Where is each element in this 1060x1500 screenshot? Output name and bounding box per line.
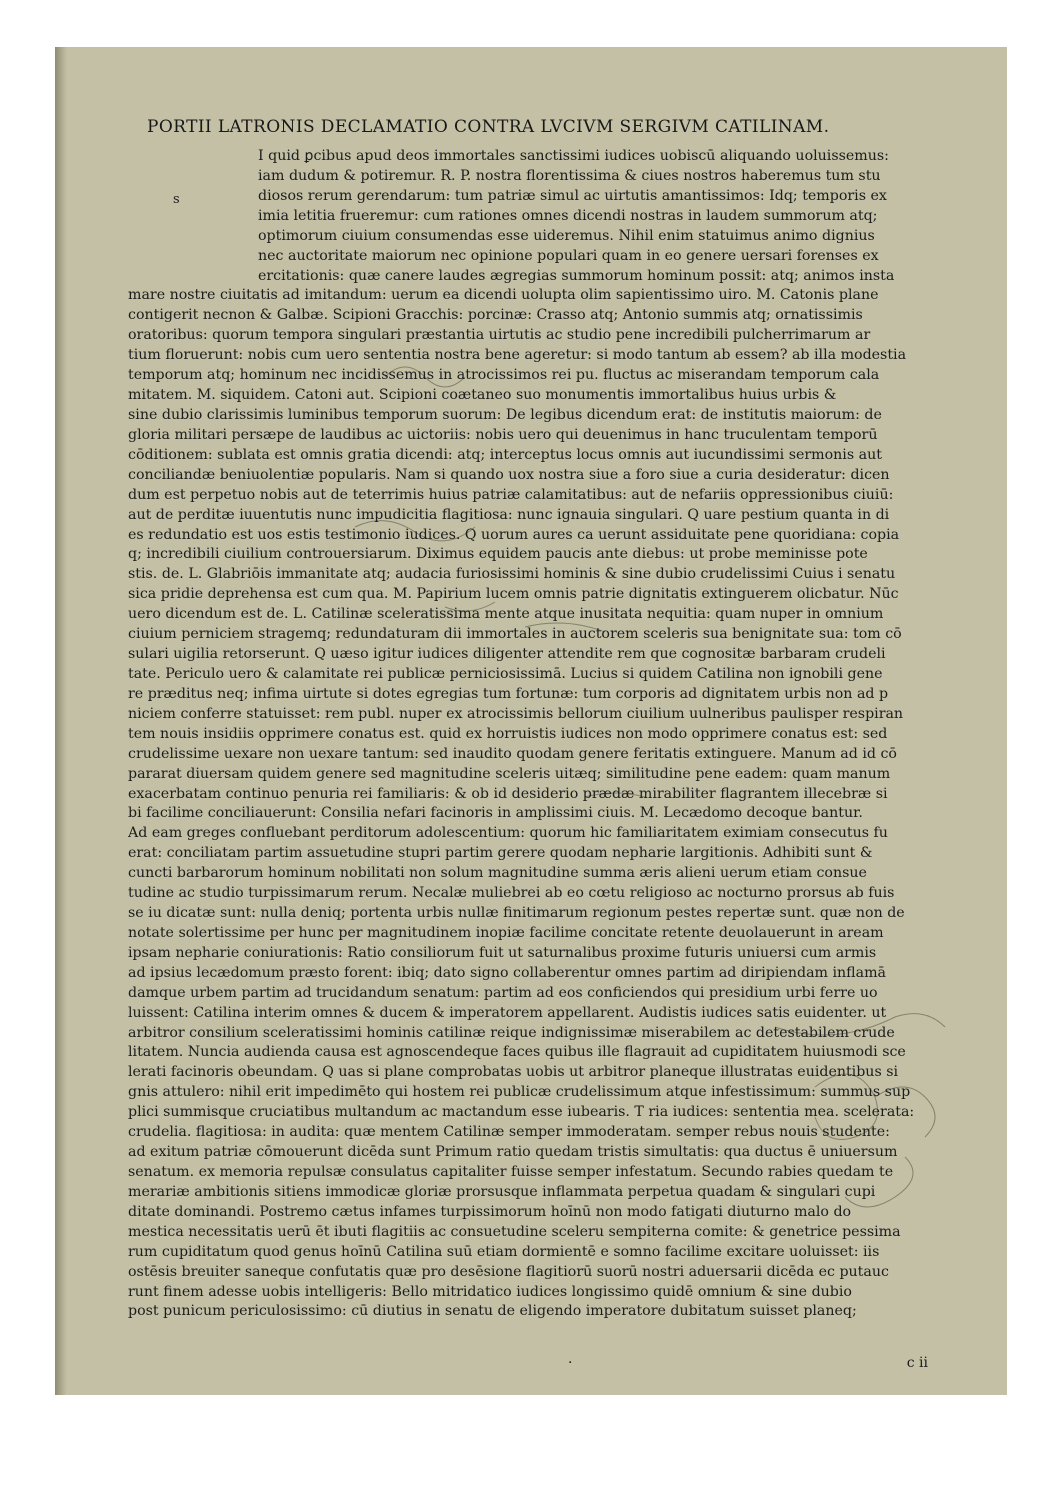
text-line: iam dudum & potiremur. R. P. nostra florentissima & ciues nostros haberemus tum stu bbox=[258, 167, 881, 184]
text-line: mestica necessitatis uerū ēt ibuti flagitiis ac consuetudine sceleru sempiterna comite: & genetrice pessima bbox=[128, 1223, 901, 1240]
text-line: Ad eam greges confluebant perditorum adolescentium: quorum hic familiaritatem eximiam consecutus fu bbox=[128, 825, 888, 842]
text-line: crudelissime uexare non uexare tantum: sed inaudito quodam genere feritatis extinguere. Manum ad id cō bbox=[128, 745, 897, 762]
page-title: PORTII LATRONIS DECLAMATIO CONTRA LVCIVM SERGIVM CATILINAM. bbox=[147, 117, 830, 137]
body-text bbox=[128, 147, 973, 1322]
text-line: ciuium perniciem stragemq; redundaturam dii immortales in auctorem sceleris sua benignitate sua: tom cō bbox=[128, 626, 902, 643]
text-line: luissent: Catilina interim omnes & ducem & imperatorem appellarent. Audistis iudices satis euidenter. ut bbox=[128, 1004, 887, 1021]
text-line: uero dicendum est de. L. Catilinæ sceleratissima mente atque inusitata nequitia: quam nuper in omnium bbox=[128, 606, 884, 623]
text-line: crudelia. flagitiosa: in audita: quæ mentem Catilinæ semper immoderatam. semper rebus nouis studente: bbox=[128, 1124, 890, 1141]
text-line: sulari uigilia retorserunt. Q uæso igitur iudices diligenter attendite rem que cognositæ barbaram crudeli bbox=[128, 646, 886, 663]
text-line: es redundatio est uos estis testimonio iudices. Q uorum aures ca uerunt assiduitate pene quoridiana: copia bbox=[128, 526, 900, 543]
text-line: mare nostre ciuitatis ad imitandum: uerum ea dicendi uolupta olim sapientissimo uiro. M. Catonis plane bbox=[128, 287, 879, 304]
text-line: dum est perpetuo nobis aut de teterrimis huius patriæ calamitatibus: aut de nefariis oppressionibus ciuiū: bbox=[128, 486, 894, 503]
text-line: merariæ ambitionis sitiens immodicæ gloriæ prorsusque inflammata perpetua quadam & singulari cupi bbox=[128, 1183, 876, 1200]
text-line: I quid ꝑcibus apud deos immortales sanctissimi iudices uobiscū aliquando uoluissemus: bbox=[258, 148, 889, 164]
text-line: sine dubio clarissimis luminibus temporum suorum: De legibus dicendum erat: de institutis maiorum: de bbox=[128, 406, 882, 423]
text-line: runt finem adesse uobis intelligeris: Bello mitridatico iudices longissimo quidē omnium & sine dubio bbox=[128, 1283, 852, 1300]
text-line: conciliandæ beniuolentiæ popularis. Nam si quando uox nostra siue a foro siue a curia desideratur: dicen bbox=[128, 466, 890, 483]
text-line: tate. Periculo uero & calamitate rei publicæ perniciosissimā. Lucius si quidem Catilina non ignobili gene bbox=[128, 665, 883, 682]
text-line: sica pridie deprehensa est cum qua. M. Papirium lucem omnis patrie dignitatis extinguerem olicbatur. Nūc bbox=[128, 586, 899, 603]
text-line: senatum. ex memoria repulsæ consulatus capitaliter fuisse semper infestatum. Secundo rabies quedam te bbox=[128, 1164, 894, 1181]
text-line: re præditus neq; infima uirtute si dotes egregias tum fortunæ: tum corporis ad dignitatem urbis non ad p bbox=[128, 685, 889, 702]
text-line: imia letitia frueremur: cum rationes omnes dicendi nostras in laudem summorum atq; bbox=[258, 207, 878, 224]
text-line: optimorum ciuium consumendas esse uideremus. Nihil enim statuimus animo dignius bbox=[258, 227, 875, 244]
text-line: rum cupiditatum quod genus hoīnū Catilina suū etiam dormientē e somno facilime excitare uoluisset: iis bbox=[128, 1243, 880, 1260]
text-line: ad exitum patriæ cōmouerunt dicēda sunt Primum ratio quedam tristis simultatis: qua ductus ē uniuersum bbox=[128, 1144, 898, 1161]
text-line: litatem. Nuncia audienda causa est agnoscendeque faces quibus ille flagrauit ad cupiditatem huiusmodi sce bbox=[128, 1044, 906, 1061]
margin-mark: s bbox=[173, 192, 180, 207]
text-line: tem nouis insidiis opprimere conatus est. quid ex horruistis iudices non modo opprimere conatus est: sed bbox=[128, 725, 888, 742]
text-line: pararat diuersam quidem genere sed magnitudine sceleris uitæq; similitudine pene eadem: quam manum bbox=[128, 765, 891, 782]
text-line: nec auctoritate maiorum nec opinione populari quam in eo genere uersari forenses ex bbox=[258, 247, 879, 264]
text-line: oratoribus: quorum tempora singulari præstantia uirtutis ac studio pene incredibili pulcherrimarum ar bbox=[128, 327, 871, 344]
binding-gutter bbox=[55, 47, 67, 1395]
text-line: niciem conferre statuisset: rem publ. nuper ex atrocissimis bellorum ciuilium uulneribus paulisper respiran bbox=[128, 705, 904, 722]
text-line: se iu dicatæ sunt: nulla deniq; portenta urbis nullæ finitimarum regionum pestes repertæ sunt. quæ non de bbox=[128, 905, 905, 922]
text-line: erat: conciliatam partim assuetudine stupri partim gerere quodam nepharie largitionis. Adhibiti sunt & bbox=[128, 845, 873, 862]
text-line: ditate dominandi. Postremo cætus infames turpissimorum hoīnū non modo fatigati diuturno malo do bbox=[128, 1203, 852, 1220]
text-line: ercitationis: quæ canere laudes ægregias summorum hominum possit: atq; animos insta bbox=[258, 267, 895, 284]
text-line: diosos rerum gerendarum: tum patriæ simul ac uirtutis amantissimos: Idq; temporis ex bbox=[258, 187, 887, 204]
signature-mark: c ii bbox=[906, 1355, 928, 1371]
text-line: aut de perditæ iuuentutis nunc impudicitia flagitiosa: nunc ignauia singulari. Q uare pestium quanta in di bbox=[128, 506, 890, 523]
footer-mark: · bbox=[568, 1355, 573, 1371]
text-line: arbitror consilium sceleratissimi hominis catilinæ reique indignissimæ miserabilem ac detestabilem crude bbox=[128, 1024, 895, 1041]
text-line: temporum atq; hominum nec incidissemus in atrocissimos rei pu. fluctus ac miserandam temporum cala bbox=[128, 367, 880, 384]
text-line: post punicum periculosissimo: cū diutius in senatu de eligendo imperatore dubitatum suisset planeq; bbox=[128, 1303, 857, 1320]
text-line: bi facilime conciliauerunt: Consilia nefari facinoris in amplissimi ciuis. M. Lecædomo decoque bantur. bbox=[128, 805, 863, 822]
text-line: plici summisque cruciatibus multandum ac mactandum esse iubearis. T ria iudices: sententia mea. scelerata: bbox=[128, 1104, 915, 1121]
text-line: mitatem. M. siquidem. Catoni aut. Scipioni coætaneo suo monumentis immortalibus huius urbis & bbox=[128, 387, 837, 404]
text-line: tudine ac studio turpissimarum rerum. Necalæ muliebrei ab eo cœtu religioso ac nocturno prorsus ab fuis bbox=[128, 885, 895, 902]
text-line: ostēsis breuiter saneque confutatis quæ pro desēsione flagitiorū suorū nostri aduersarii dicēda ec putauc bbox=[128, 1263, 889, 1280]
text-line: contigerit necnon & Galbæ. Scipioni Gracchis: porcinæ: Crasso atq; Antonio summis atq; ornatissimis bbox=[128, 307, 863, 324]
text-line: damque urbem partim ad trucidandum senatum: partim ad eos conficiendos qui presidium urbi ferre uo bbox=[128, 984, 878, 1001]
text-line: q; incredibili ciuilium controuersiarum. Diximus equidem paucis ante diebus: ut probe meminisse pote bbox=[128, 546, 868, 563]
text-line: gloria militari persæpe de laudibus ac uictoriis: nobis uero qui deuenimus in hanc truculentam temporū bbox=[128, 426, 878, 443]
text-line: cōditionem: sublata est omnis gratia dicendi: atq; interceptus locus omnis aut iucundissimi sermonis aut bbox=[128, 446, 882, 463]
text-line: ad ipsius lecædomum præsto forent: ibiq; dato signo collaberentur omnes partim ad diripiendam inflamā bbox=[128, 964, 886, 981]
text-line: tium floruerunt: nobis cum uero sententia nostra bene ageretur: si modo tantum ab essem? ab illa modestia bbox=[128, 347, 907, 364]
text-line: stis. de. L. Glabriōis immanitate atq; audacia furiosissimi hominis & sine dubio crudelissimi Cuius i senatu bbox=[128, 566, 896, 583]
text-line: exacerbatam continuo penuria rei familiaris: & ob id desiderio prædæ mirabiliter flagrantem illecebræ si bbox=[128, 785, 888, 802]
text-line: ipsam nepharie coniurationis: Ratio consiliorum fuit ut saturnalibus proxime futuris uniuersi cum armis bbox=[128, 944, 877, 961]
text-line: cuncti barbarorum hominum nobilitati non solum magnitudine summa æris alieni uerum etiam consue bbox=[128, 865, 867, 882]
text-line: lerati facinoris obeundam. Q uas si plane comprobatas uobis ut arbitror planeque illustratas euidentibus si bbox=[128, 1064, 899, 1081]
scanned-page bbox=[55, 47, 1007, 1395]
text-line: gnis attulero: nihil erit impedimēto qui hostem rei publicæ crudelissimum atque infestissimum: summus sup bbox=[128, 1084, 911, 1101]
text-line: notate solertissime per hunc per magnitudinem inopiæ facilime concitate retente deuolauerunt in aream bbox=[128, 924, 884, 941]
